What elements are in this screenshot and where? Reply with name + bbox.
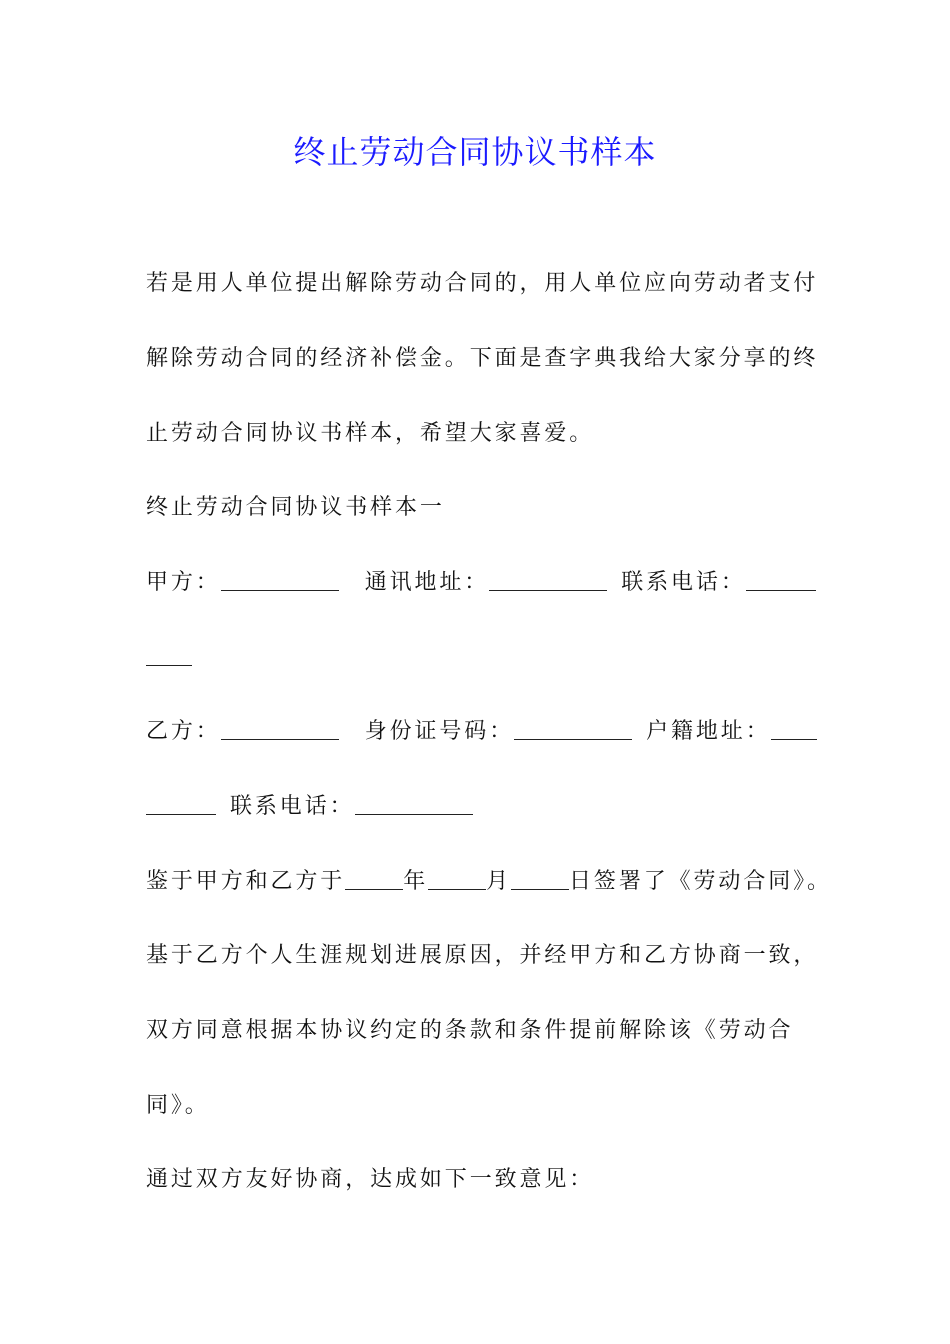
signing-prefix: 鉴于甲方和乙方于 — [146, 869, 346, 894]
signing-day-blank[interactable] — [511, 867, 569, 890]
party-a-phone-label: 联系电话： — [621, 570, 746, 595]
party-a-phone-continuation — [146, 642, 836, 674]
party-b-household-blank-cont[interactable] — [146, 792, 216, 815]
section-heading: 终止劳动合同协议书样本一 — [146, 495, 445, 520]
party-b-id-label: 身份证号码： — [364, 719, 515, 744]
party-b-continuation — [146, 791, 836, 823]
signing-suffix: 日签署了《劳动合同》。 — [569, 869, 832, 894]
party-a-phone-blank[interactable] — [746, 568, 816, 591]
party-b-name-blank[interactable] — [221, 717, 339, 740]
body-line-3: 同》。 — [146, 1093, 210, 1118]
signing-month-blank[interactable] — [428, 867, 486, 890]
party-b-household-label: 户籍地址： — [646, 719, 771, 744]
signing-line — [146, 866, 836, 898]
party-b-id-blank[interactable] — [514, 717, 632, 740]
party-a-address-label: 通讯地址： — [364, 570, 490, 595]
party-a-name-blank[interactable] — [221, 568, 339, 591]
party-b-phone-blank[interactable] — [355, 792, 473, 815]
document-title: 终止劳动合同协议书样本 — [293, 133, 657, 171]
party-a-line — [146, 567, 836, 599]
intro-line-3: 止劳动合同协议书样本，希望大家喜爱。 — [146, 421, 595, 446]
body-line-2: 双方同意根据本协议约定的条款和条件提前解除该《劳动合 — [146, 1018, 794, 1043]
party-b-phone-label: 联系电话： — [230, 794, 355, 819]
signing-year-blank[interactable] — [345, 867, 403, 890]
signing-month-label: 月 — [486, 869, 512, 894]
signing-year-label: 年 — [403, 869, 429, 894]
party-a-phone-blank-cont[interactable] — [146, 643, 192, 666]
party-b-household-blank[interactable] — [771, 717, 817, 740]
party-b-line — [146, 716, 836, 748]
party-a-address-blank[interactable] — [489, 568, 607, 591]
body-line-1: 基于乙方个人生涯规划进展原因，并经甲方和乙方协商一致， — [146, 943, 819, 968]
party-b-label: 乙方： — [146, 719, 221, 744]
closing-line: 通过双方友好协商，达成如下一致意见： — [146, 1167, 595, 1192]
intro-line-2: 解除劳动合同的经济补偿金。下面是查字典我给大家分享的终 — [146, 346, 819, 371]
intro-line-1: 若是用人单位提出解除劳动合同的，用人单位应向劳动者支付 — [146, 271, 819, 296]
party-a-label: 甲方： — [146, 570, 221, 595]
